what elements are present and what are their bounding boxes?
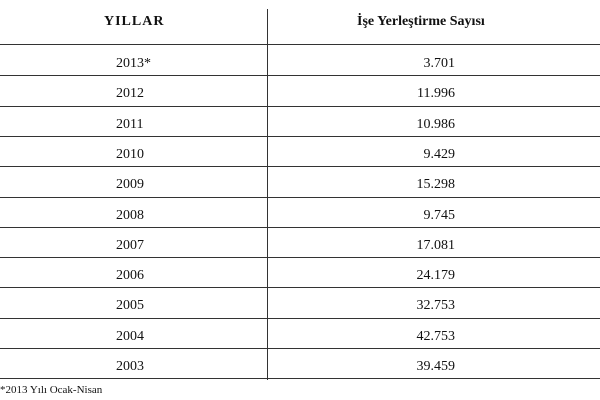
year-cell: 2010 [116, 146, 144, 162]
year-cell: 2011 [116, 116, 144, 132]
placement-count-cell: 10.986 [416, 116, 455, 132]
row-divider [0, 318, 600, 319]
year-cell: 2008 [116, 207, 144, 223]
placement-count-cell: 39.459 [416, 359, 455, 374]
row-divider [0, 348, 600, 349]
placement-count-cell: 24.179 [416, 268, 455, 284]
year-cell: 2004 [116, 328, 144, 344]
placement-count-cell: 9.745 [423, 207, 455, 223]
placement-count-cell: 32.753 [416, 298, 455, 314]
placement-count-cell: 9.429 [423, 146, 455, 162]
year-cell: 2012 [116, 86, 144, 102]
year-cell: 2005 [116, 298, 144, 314]
placement-count-cell: 15.298 [416, 177, 455, 193]
year-cell: 2003 [116, 359, 144, 374]
row-divider [0, 378, 600, 379]
placement-count-cell: 17.081 [416, 237, 455, 253]
header-divider [0, 44, 600, 45]
year-cell: 2009 [116, 177, 144, 193]
year-cell: 2006 [116, 268, 144, 284]
row-divider [0, 197, 600, 198]
year-cell: 2013* [116, 56, 151, 71]
header-years: YILLAR [104, 14, 165, 29]
row-divider [0, 136, 600, 137]
header-placement-count: İşe Yerleştirme Sayısı [357, 14, 485, 29]
row-divider [0, 166, 600, 167]
placement-count-cell: 11.996 [417, 86, 455, 102]
year-cell: 2007 [116, 237, 144, 253]
row-divider [0, 257, 600, 258]
placement-count-cell: 42.753 [416, 328, 455, 344]
footnote: *2013 Yılı Ocak-Nisan [0, 384, 103, 396]
row-divider [0, 106, 600, 107]
row-divider [0, 287, 600, 288]
row-divider [0, 75, 600, 76]
column-divider [267, 9, 268, 380]
placement-count-cell: 3.701 [423, 56, 455, 71]
row-divider [0, 227, 600, 228]
